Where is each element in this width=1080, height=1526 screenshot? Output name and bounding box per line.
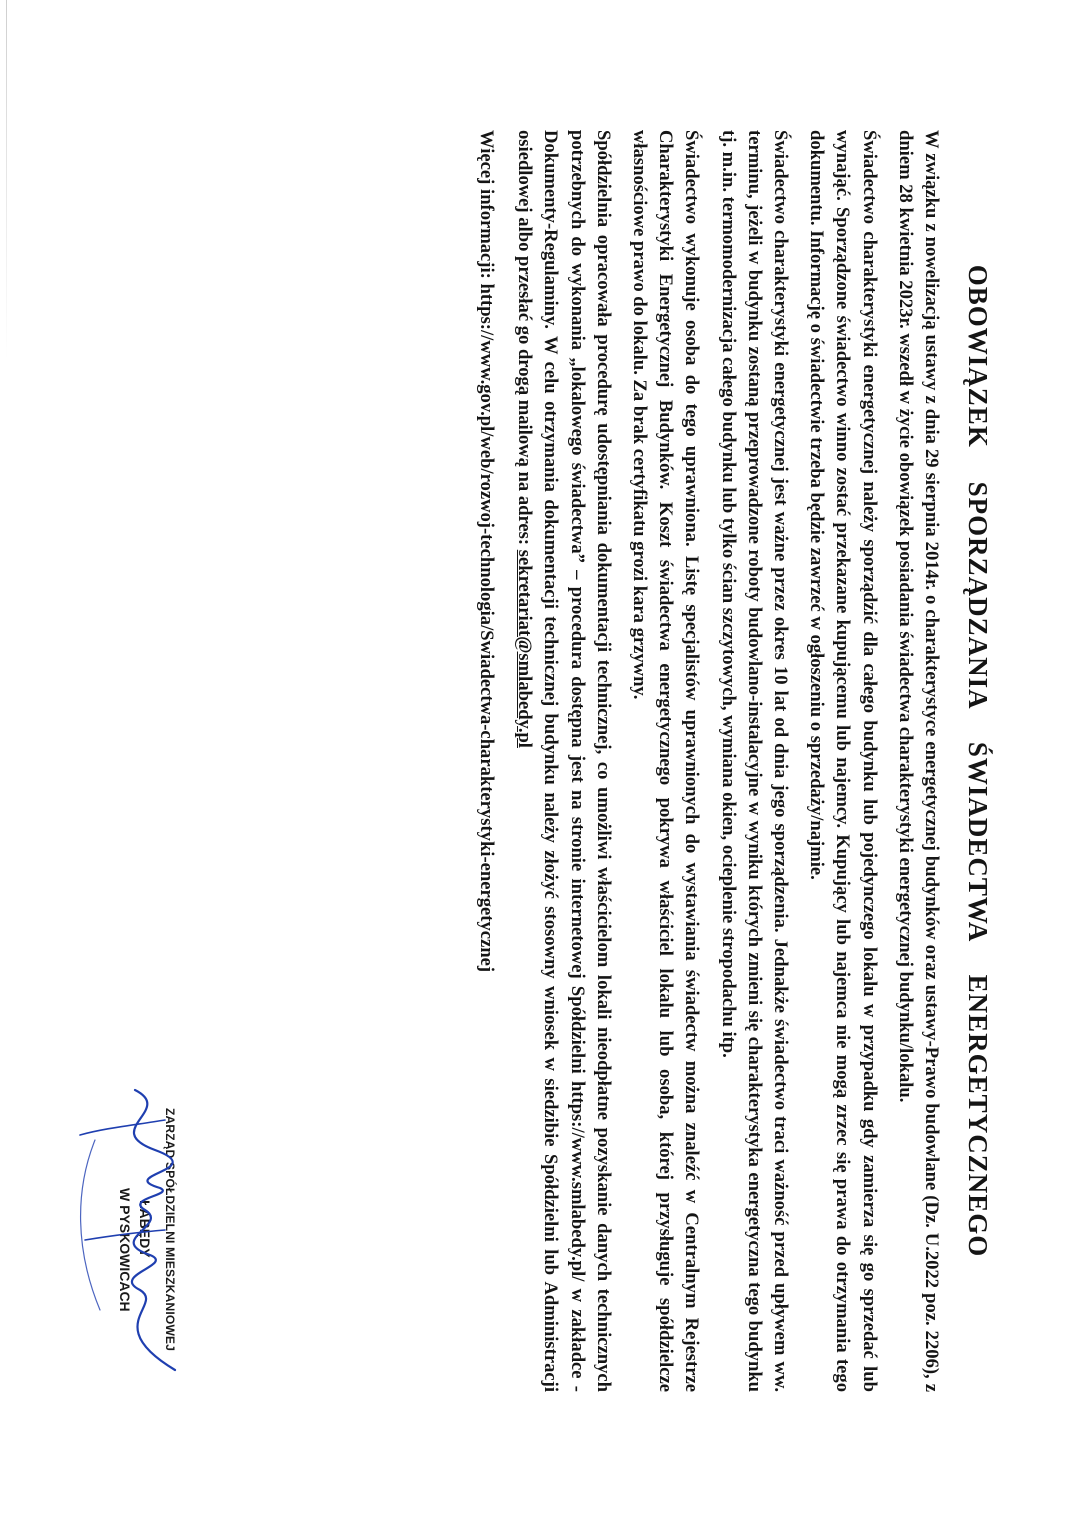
paragraph-issuer: Świadectwo wykonuje osoba do tego uprawniona. Listę specjalistów uprawnionych do wystawiania świadectw można znaleźć w Centralnym Rejestrze Charakterystyki Energetycznej Budynków. Koszt świadectwa energetycznego pokrywa właściciel lokalu lub osoba, której przysługuje spółdzielcze własnościowe prawo do lokalu. Za brak certyfikatu grozi kara grzywny.	[628, 130, 703, 1392]
stamp-line-town: W PYSKOWICACH	[117, 1188, 133, 1312]
stamp-line-board: ZARZĄD SPÓŁDZIELNI MIESZKANIOWEJ	[163, 1108, 177, 1352]
cooperative-text: Spółdzielnia opracowała procedurę udostępniania dokumentacji technicznej, co umożliwi właścicielom lokali nieodpłatne pozyskanie danych technicznych potrzebnych do wykonania „lokalowego świadectwa” – procedura dostępna jest na stronie internetowej Spółdzielni https://www.smlabedy.pl/ w zakładce -Dokumenty-Regulaminy. W celu otrzymania dokumentacji technicznej budynku należy złożyć stosowny wniosek w siedzibie Spółdzielni lub Administracji osiedlowej albo przesłać go drogą mailową na adres:	[514, 130, 614, 1392]
more-info: Więcej informacji: https://www.gov.pl/web/rozwoj-technologia/Swiadectwa-charakterystyki-energetycznej	[475, 130, 497, 973]
email-link[interactable]: sekretariat@smlabedy.pl	[514, 549, 536, 748]
paragraph-validity: Świadectwo charakterystyki energetycznej jest ważne przez okres 10 lat od dnia jego sporządzenia. Jednakże świadectwo traci ważność przed upływem ww. terminu, jeżeli w budynku zostaną przeprowadzone roboty budowlano-instalacyjne w wyniku których zmieni się charakterystyka energetyczna tego budynku tj. m.in. termomodernizacja całego budynku lub tylko ścian szczytowych, wymiana okien, ocieplenie stropodachu itp.	[717, 130, 791, 1392]
document-body	[463, 130, 994, 1392]
stamp-line-name: ŁABĘDY	[137, 1200, 153, 1258]
paragraph-cooperative	[511, 130, 616, 1392]
cooperative-stamp	[55, 1080, 195, 1380]
paragraph-intro: W związku z nowelizacją ustawy z dnia 29 sierpnia 2014r. o charakterystyce energetycznej budynków oraz ustawy-Prawo budowlane (Dz. U.2022 poz. 2206), z dniem 28 kwietnia 2023r. wszedł w życie obowiązek posiadania świadectwa charakterystyki energetycznej budynku/lokalu.	[894, 130, 942, 1392]
signature-icon	[55, 1080, 195, 1380]
document-title: OBOWIĄZEK SPORZĄDZANIA ŚWIADECTWA ENERGETYCZNEGO	[963, 264, 993, 1258]
paragraph-obligation: Świadectwo charakterystyki energetycznej należy sporządzić dla całego budynku lub pojedynczego lokalu w przypadku gdy zamierza się go sprzedać lub wynająć. Sporządzone świadectwo winno zostać przekazane kupującemu lub najemcy. Kupujący lub najemca nie mogą zrzec się prawa do otrzymania tego dokumentu. Informację o świadectwie trzeba będzie zawrzeć w ogłoszeniu o sprzedaży/najmie.	[806, 130, 880, 1392]
